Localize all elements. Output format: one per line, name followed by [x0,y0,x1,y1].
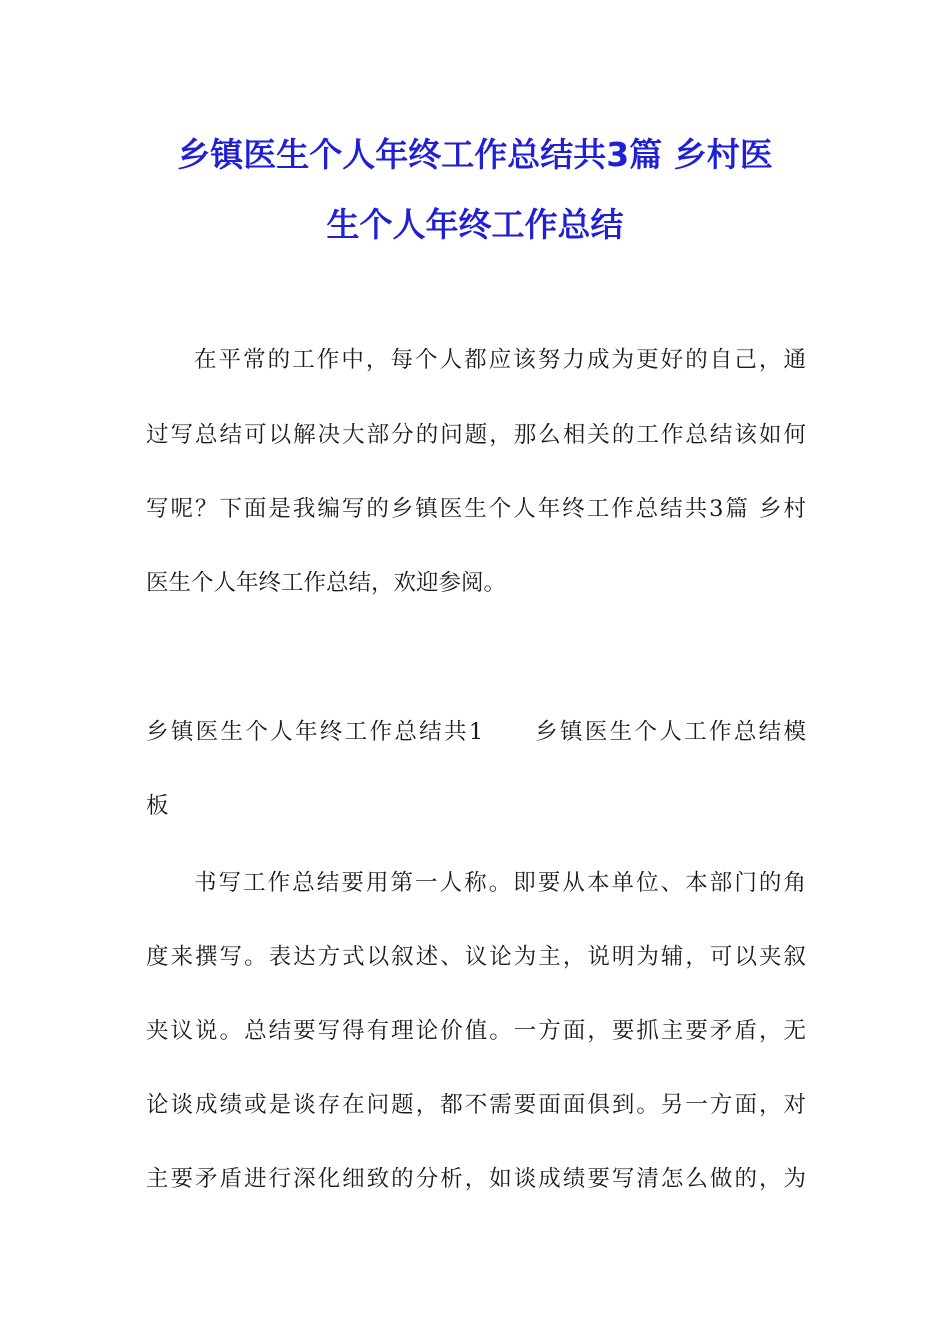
body-paragraph-line-4: 论谈成绩或是谈存在问题，都不需要面面俱到。另一方面，对 [146,1092,806,1118]
body-paragraph-line-5: 主要矛盾进行深化细致的分析，如谈成绩要写清怎么做的，为 [146,1166,806,1192]
section-heading-line-2: 板 [146,793,169,819]
intro-paragraph-line-2: 过写总结可以解决大部分的问题，那么相关的工作总结该如何 [146,422,806,448]
intro-paragraph-line-3: 写呢？下面是我编写的乡镇医生个人年终工作总结共3篇 乡村 [146,496,806,522]
intro-paragraph-line-1: 在平常的工作中，每个人都应该努力成为更好的自己，通 [194,347,806,373]
intro-paragraph-line-4: 医生个人年终工作总结，欢迎参阅。 [146,570,507,596]
section-heading-line-1: 乡镇医生个人年终工作总结共1 乡镇医生个人工作总结模 [146,719,806,745]
body-paragraph-line-1: 书写工作总结要用第一人称。即要从本单位、本部门的角 [194,870,806,896]
document-title-line-1: 乡镇医生个人年终工作总结共3篇 乡村医 [177,135,773,174]
body-paragraph-line-3: 夹议说。总结要写得有理论价值。一方面，要抓主要矛盾，无 [146,1018,806,1044]
document-title-line-2: 生个人年终工作总结 [326,205,624,244]
body-paragraph-line-2: 度来撰写。表达方式以叙述、议论为主，说明为辅，可以夹叙 [146,944,806,970]
